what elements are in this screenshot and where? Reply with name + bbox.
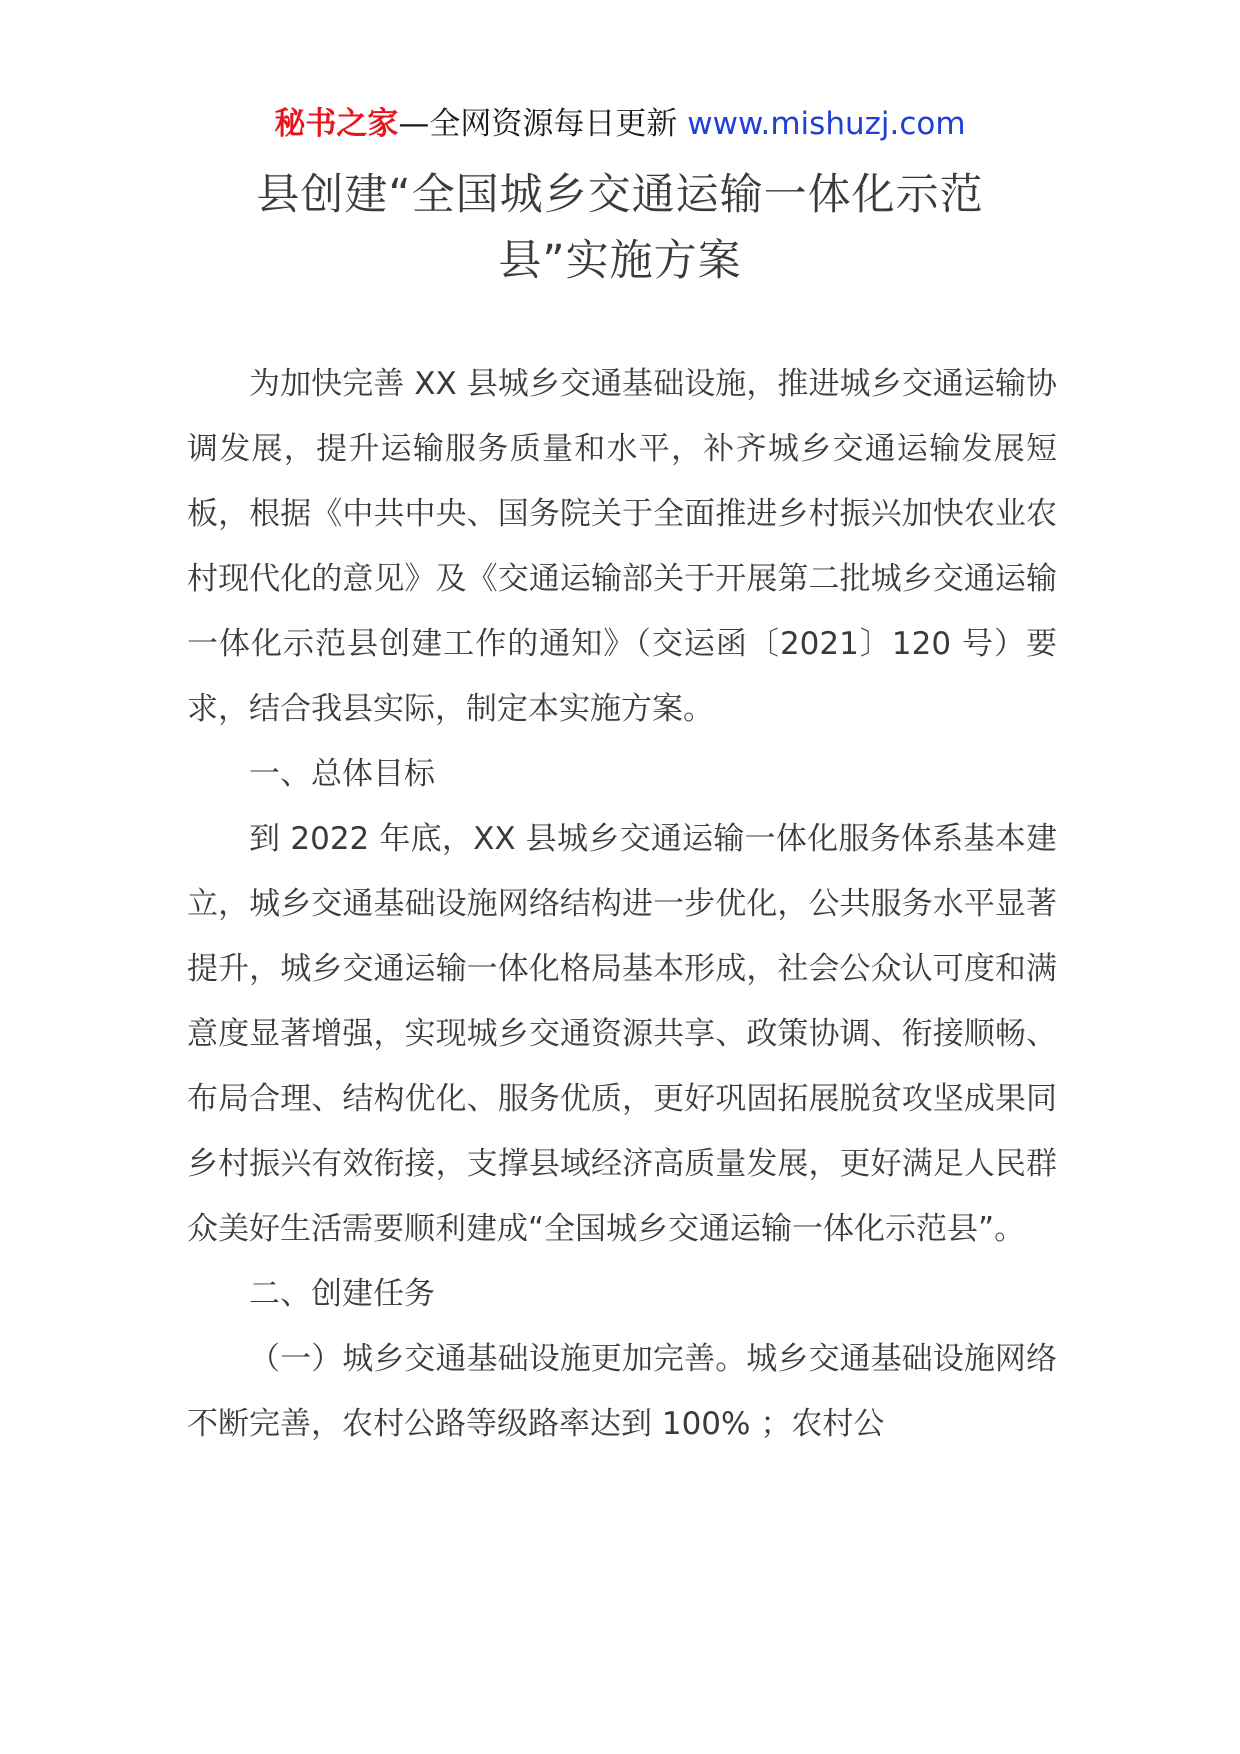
document-title [200, 162, 1040, 294]
document-body [187, 352, 1057, 1457]
section-heading-tasks: 二、创建任务 [249, 1276, 435, 1312]
site-url-link[interactable]: www.mishuzj.com [687, 106, 966, 142]
title-line-2: 县”实施方案 [498, 236, 742, 286]
site-slogan: —全网资源每日更新 [398, 106, 678, 142]
site-header [0, 104, 1240, 144]
title-line-1: 县创建“全国城乡交通运输一体化示范 [256, 170, 984, 220]
paragraph-task-1: （一）城乡交通基础设施更加完善。城乡交通基础设施网络不断完善，农村公路等级路率达到 100% ；农村公 [187, 1341, 1057, 1442]
site-brand: 秘书之家 [274, 106, 399, 142]
paragraph-overall-goal: 到 2022 年底，XX 县城乡交通运输一体化服务体系基本建立，城乡交通基础设施网络结构进一步优化，公共服务水平显著提升，城乡交通运输一体化格局基本形成，社会公众认可度和满意度显著增强，实现城乡交通资源共享、政策协调、衔接顺畅、布局合理、结构优化、服务优质，更好巩固拓展脱贫攻坚成果同乡村振兴有效衔接，支撑县域经济高质量发展，更好满足人民群众美好生活需要顺利建成“全国城乡交通运输一体化示范县”。 [187, 821, 1057, 1247]
section-heading-overall-goal: 一、总体目标 [249, 756, 435, 792]
paragraph-intro: 为加快完善 XX 县城乡交通基础设施，推进城乡交通运输协调发展，提升运输服务质量和水平，补齐城乡交通运输发展短板，根据《中共中央、国务院关于全面推进乡村振兴加快农业农村现代化的意见》及《交通运输部关于开展第二批城乡交通运输一体化示范县创建工作的通知》（交运函〔2021〕120 号）要求，结合我县实际，制定本实施方案。 [187, 366, 1057, 727]
